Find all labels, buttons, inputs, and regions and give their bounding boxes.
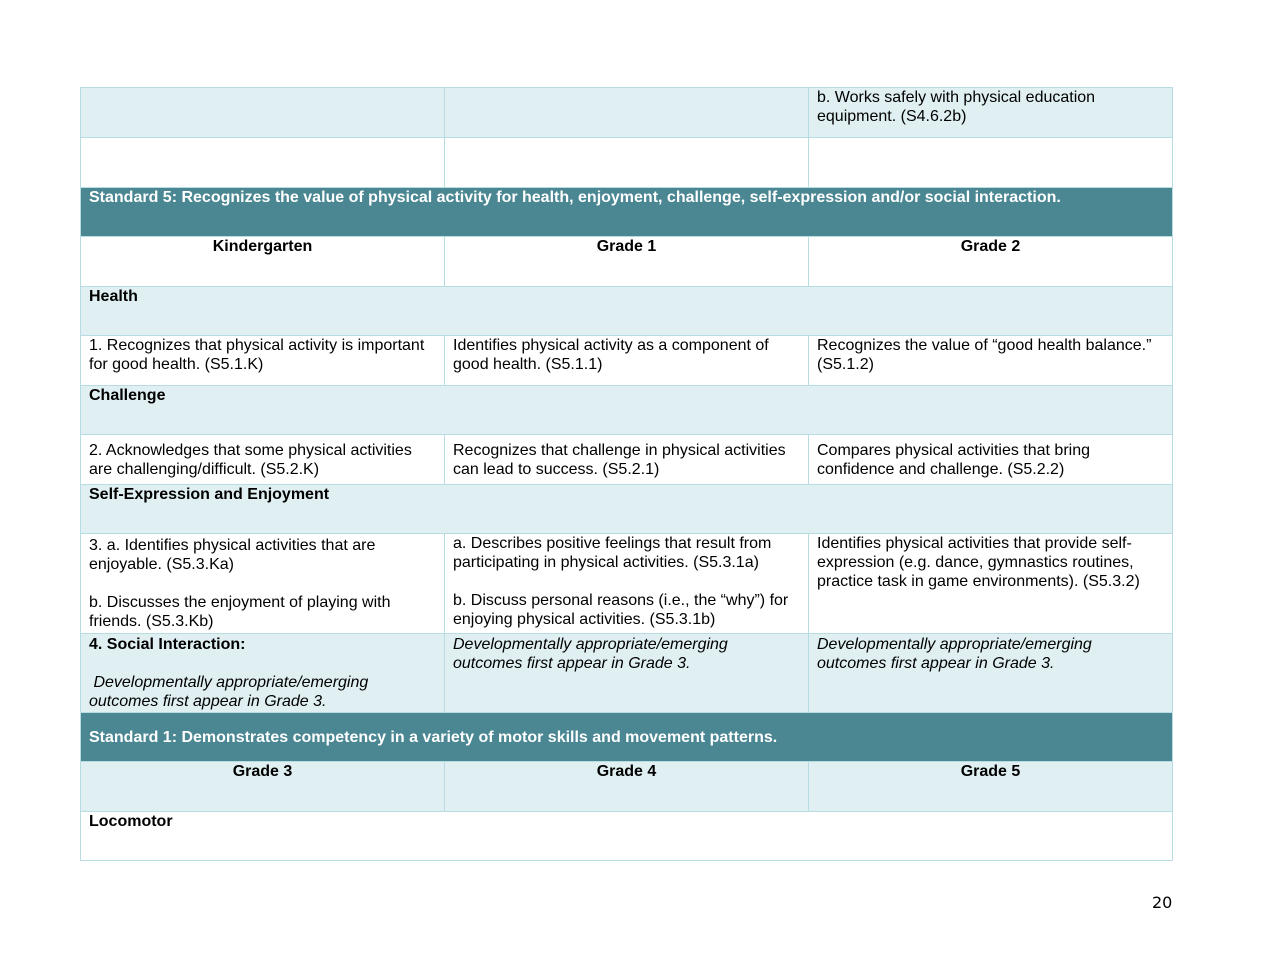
standards-table	[80, 87, 1173, 861]
section-heading-challenge: Challenge	[81, 386, 1173, 435]
challenge-grade1-cell: Recognizes that challenge in physical activities can lead to success. (S5.2.1)	[445, 435, 809, 485]
continuation-row	[81, 88, 1173, 138]
kindergarten-outcome-a: 3. a. Identifies physical activities that are enjoyable. (S5.3.Ka)	[89, 537, 376, 573]
cell-empty	[445, 88, 809, 138]
health-heading-row	[81, 287, 1173, 336]
challenge-kindergarten-cell: 2. Acknowledges that some physical activities are challenging/difficult. (S5.2.K)	[81, 435, 445, 485]
self-expression-kindergarten-cell	[81, 534, 445, 634]
column-header-grade5: Grade 5	[809, 762, 1173, 812]
standard5-grade-header-row	[81, 237, 1173, 287]
locomotor-heading-row	[81, 812, 1173, 861]
page-number: 20	[1152, 893, 1173, 912]
health-grade1-cell: Identifies physical activity as a component of good health. (S5.1.1)	[445, 336, 809, 386]
challenge-grade2-cell: Compares physical activities that bring confidence and challenge. (S5.2.2)	[809, 435, 1173, 485]
cell-empty	[81, 88, 445, 138]
social-grade2-cell: Developmentally appropriate/emerging outcomes first appear in Grade 3.	[809, 634, 1173, 713]
standard1-grade-header-row	[81, 762, 1173, 812]
grade1-outcome-b: b. Discuss personal reasons (i.e., the “why”) for enjoying physical activities. (S5.3.1b)	[453, 592, 789, 628]
section-heading-health: Health	[81, 287, 1173, 336]
social-interaction-row	[81, 634, 1173, 713]
column-header-grade4: Grade 4	[445, 762, 809, 812]
health-kindergarten-cell: 1. Recognizes that physical activity is important for good health. (S5.1.K)	[81, 336, 445, 386]
self-expression-heading-row	[81, 485, 1173, 534]
challenge-heading-row	[81, 386, 1173, 435]
social-kindergarten-cell	[81, 634, 445, 713]
social-grade1-cell: Developmentally appropriate/emerging outcomes first appear in Grade 3.	[445, 634, 809, 713]
standard5-row	[81, 188, 1173, 237]
column-header-grade1: Grade 1	[445, 237, 809, 287]
cell-empty	[445, 138, 809, 188]
column-header-grade3: Grade 3	[81, 762, 445, 812]
blank-row	[81, 138, 1173, 188]
standard1-title: Standard 1: Demonstrates competency in a variety of motor skills and movement patterns.	[81, 713, 1173, 762]
column-header-grade2: Grade 2	[809, 237, 1173, 287]
standard5-title: Standard 5: Recognizes the value of physical activity for health, enjoyment, challenge, self-expression and/or social interaction.	[81, 188, 1173, 237]
cell-empty	[81, 138, 445, 188]
social-interaction-heading: 4. Social Interaction:	[89, 636, 246, 653]
challenge-row	[81, 435, 1173, 485]
grade2-safety-cell: b. Works safely with physical education equipment. (S4.6.2b)	[809, 88, 1173, 138]
health-grade2-cell: Recognizes the value of “good health balance.” (S5.1.2)	[809, 336, 1173, 386]
section-heading-self-expression: Self-Expression and Enjoyment	[81, 485, 1173, 534]
kindergarten-outcome-b: b. Discusses the enjoyment of playing with friends. (S5.3.Kb)	[89, 594, 391, 630]
health-row	[81, 336, 1173, 386]
standard1-row	[81, 713, 1173, 762]
social-kindergarten-note: Developmentally appropriate/emerging outcomes first appear in Grade 3.	[89, 674, 373, 710]
grade1-outcome-a: a. Describes positive feelings that result from participating in physical activities. (S5.3.1a)	[453, 535, 772, 571]
column-header-kindergarten: Kindergarten	[81, 237, 445, 287]
section-heading-locomotor: Locomotor	[81, 812, 1173, 861]
self-expression-grade2-cell: Identifies physical activities that provide self-expression (e.g. dance, gymnastics routines, practice task in game environments). (S5.3.2)	[809, 534, 1173, 634]
cell-empty	[809, 138, 1173, 188]
self-expression-grade1-cell	[445, 534, 809, 634]
self-expression-row	[81, 534, 1173, 634]
